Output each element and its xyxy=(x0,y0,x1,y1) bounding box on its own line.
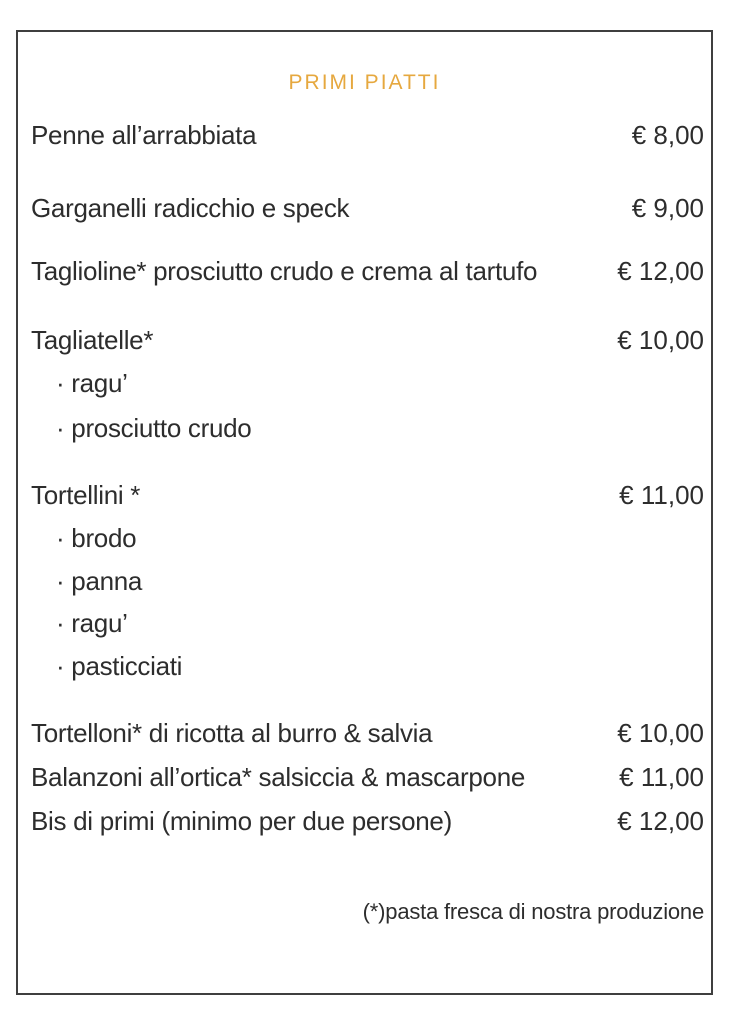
menu-card xyxy=(16,30,713,995)
dish-price: € 11,00 xyxy=(619,480,704,510)
dish-price: € 8,00 xyxy=(631,120,704,150)
dish-name: Penne all’arrabbiata xyxy=(31,120,257,150)
dish-price: € 12,00 xyxy=(617,256,704,286)
menu-item xyxy=(31,120,704,150)
menu-item xyxy=(31,718,704,748)
fresh-pasta-footnote: (*)pasta fresca di nostra produzione xyxy=(362,899,704,924)
dish-name: Bis di primi (minimo per due persone) xyxy=(31,806,452,836)
dish-price: € 10,00 xyxy=(617,325,704,355)
menu-item xyxy=(31,806,704,836)
dish-option: · ragu’ xyxy=(56,608,128,638)
dish-name: Tortellini * xyxy=(31,480,141,510)
menu-item xyxy=(31,762,704,792)
dish-price: € 12,00 xyxy=(617,806,704,836)
dish-name: Taglioline* prosciutto crudo e crema al tartufo xyxy=(31,256,538,286)
menu-item xyxy=(31,256,704,286)
menu-item xyxy=(31,480,704,510)
dish-option: · prosciutto crudo xyxy=(56,413,252,443)
section-title: PRIMI PIATTI xyxy=(288,71,441,94)
dish-name: Balanzoni all’ortica* salsiccia & mascarpone xyxy=(31,762,526,792)
menu-item xyxy=(31,193,704,223)
dish-name: Garganelli radicchio e speck xyxy=(31,193,350,223)
dish-name: Tagliatelle* xyxy=(31,325,154,355)
dish-option: · brodo xyxy=(56,523,137,553)
dish-option: · ragu’ xyxy=(56,368,128,398)
dish-option: · panna xyxy=(56,566,143,596)
dish-price: € 11,00 xyxy=(619,762,704,792)
dish-price: € 10,00 xyxy=(617,718,704,748)
dish-price: € 9,00 xyxy=(631,193,704,223)
menu-item xyxy=(31,325,704,355)
dish-option: · pasticciati xyxy=(56,651,183,681)
dish-name: Tortelloni* di ricotta al burro & salvia xyxy=(31,718,433,748)
